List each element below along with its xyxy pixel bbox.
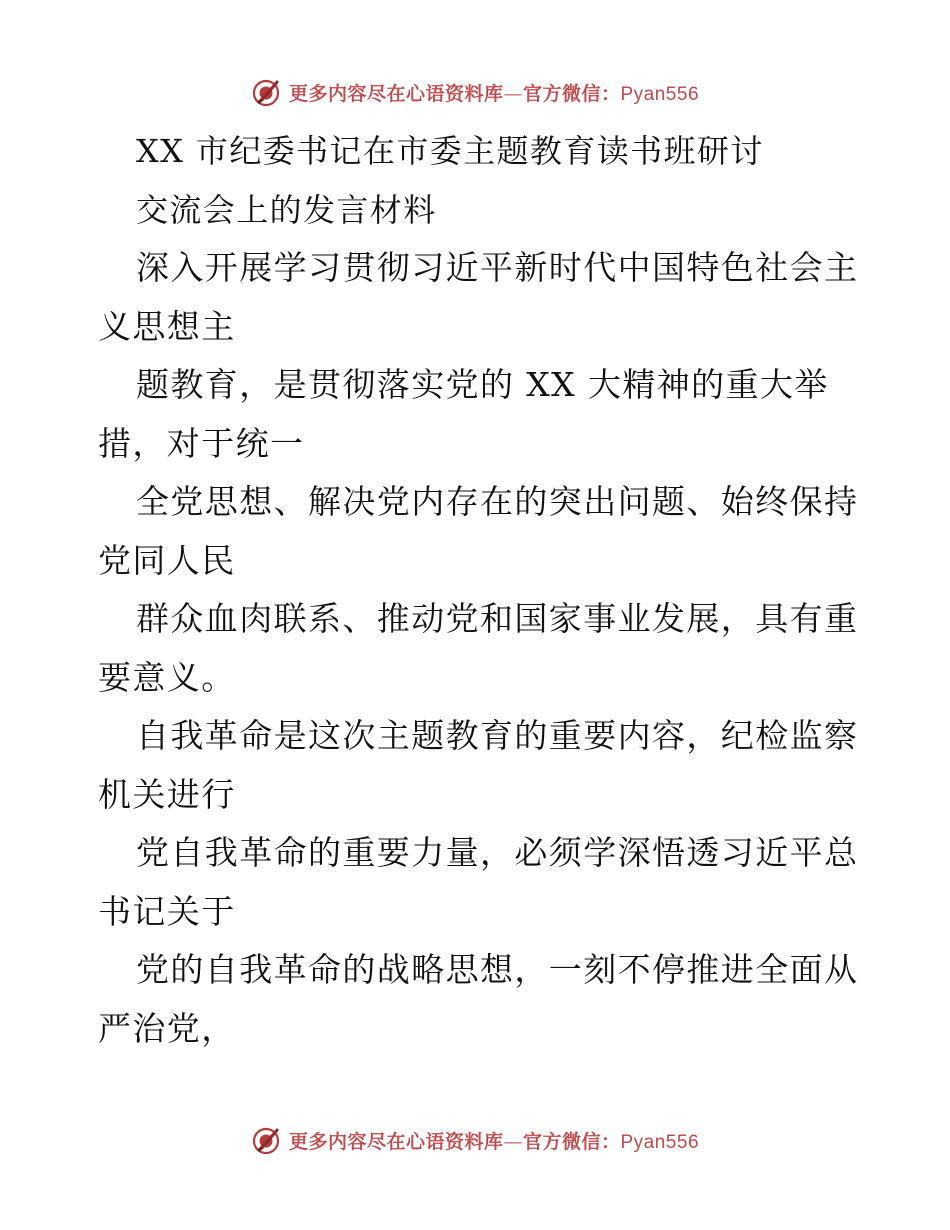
- body-line: 题教育，是贯彻落实党的 XX 大精神的重大举: [136, 365, 829, 404]
- site-name-text: 更多内容尽在心语资料库: [288, 82, 504, 105]
- document-body: [98, 122, 868, 1058]
- body-line: 党的自我革命的战略思想，一刻不停推进全面从: [136, 950, 859, 989]
- title-line-1: XX 市纪委书记在市委主题教育读书班研讨: [136, 132, 764, 170]
- body-line: 自我革命是这次主题教育的重要内容，纪检监察: [136, 716, 859, 755]
- footer-banner: [0, 1120, 950, 1160]
- title-line-2: 交流会上的发言材料: [136, 190, 437, 229]
- banner-text: [289, 79, 699, 106]
- banner-separator: —: [503, 1130, 523, 1153]
- red-quill-logo-icon: [251, 1124, 283, 1156]
- body-line: 措，对于统一: [98, 423, 305, 463]
- body-line: 党同人民: [98, 540, 236, 580]
- body-line: 要意义。: [98, 657, 236, 697]
- body-line: 义思想主: [98, 306, 236, 346]
- header-banner: [0, 72, 950, 112]
- wechat-id: Pyan556: [620, 83, 700, 105]
- body-line: 书记关于: [98, 891, 236, 931]
- body-line: 党自我革命的重要力量，必须学深悟透习近平总: [136, 833, 859, 872]
- wechat-id: Pyan556: [620, 1131, 700, 1153]
- official-label: 官方微信：: [522, 82, 621, 105]
- banner-text: [289, 1127, 699, 1154]
- banner-separator: —: [503, 82, 523, 105]
- body-line: 机关进行: [98, 774, 236, 814]
- body-line: 群众血肉联系、推动党和国家事业发展，具有重: [136, 599, 859, 638]
- body-line: 严治党，: [98, 1008, 236, 1048]
- body-line: 深入开展学习贯彻习近平新时代中国特色社会主: [136, 248, 859, 287]
- site-name-text: 更多内容尽在心语资料库: [288, 1130, 504, 1153]
- body-line: 全党思想、解决党内存在的突出问题、始终保持: [136, 482, 859, 521]
- red-quill-logo-icon: [251, 76, 283, 108]
- official-label: 官方微信：: [522, 1130, 621, 1153]
